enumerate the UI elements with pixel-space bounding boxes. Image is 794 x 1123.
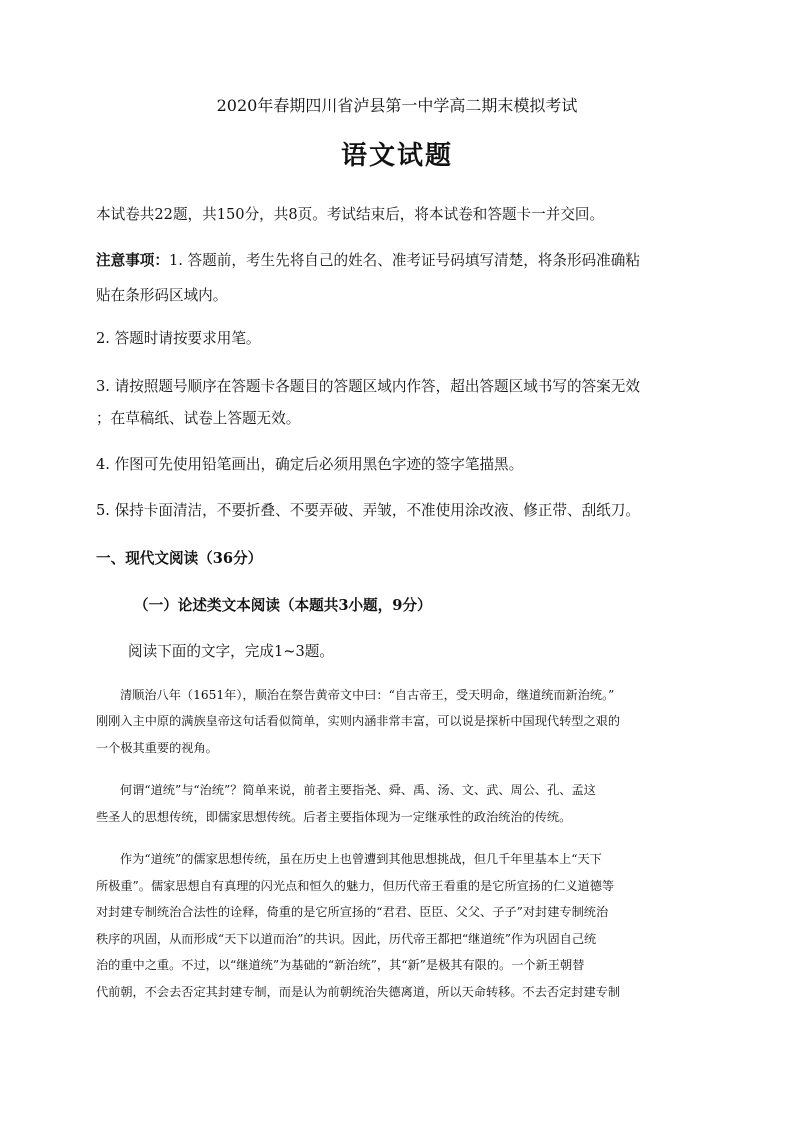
note-item-3a: 3. 请按照题号顺序在答题卡各题目的答题区域内作答，超出答题区域书写的答案无效 <box>96 378 640 395</box>
note-item-5: 5. 保持卡面清洁，不要折叠、不要弄破、弄皱，不准使用涂改液、修正带、刮纸刀。 <box>96 502 640 519</box>
note-item-3b: ；在草稿纸、试卷上答题无效。 <box>96 410 301 427</box>
passage-line: 刚刚入主中原的满族皇帝这句话看似简单，实则内涵非常丰富，可以说是探析中国现代转型之艰的 <box>96 714 621 728</box>
note-item-2: 2. 答题时请按要求用笔。 <box>96 330 261 347</box>
notes-line-1 <box>96 249 640 270</box>
passage-line: 作为“道统”的儒家思想传统，虽在历史上也曾遭到其他思想挑战，但几千年里基本上“天下 <box>120 852 602 866</box>
notes-label: 注意事项： <box>96 252 169 269</box>
passage-line: 治的重中之重。不过，以“继道统”为基础的“新治统”，其“新”是极其有限的。一个新王朝替 <box>96 958 585 972</box>
intro-text: 本试卷共22题，共150分，共8页。考试结束后，将本试卷和答题卡一并交回。 <box>96 206 605 223</box>
passage-line: 一个极其重要的视角。 <box>96 741 218 755</box>
passage-line: 秩序的巩固，从而形成“天下以道而治”的共识。因此，历代帝王都把“继道统”作为巩固自己统 <box>96 932 597 946</box>
reading-instruction: 阅读下面的文字，完成1~3题。 <box>128 643 334 660</box>
passage-line: 清顺治八年（1651年），顺治在祭告黄帝文中曰：“自古帝王，受天明命，继道统而新治统。” <box>120 688 615 702</box>
exam-title: 语文试题 <box>340 141 453 171</box>
passage-line: 些圣人的思想传统，即儒家思想传统。后者主要指体现为一定继承性的政治统治的传统。 <box>96 810 572 824</box>
exam-supertitle: 2020年春期四川省泸县第一中学高二期末模拟考试 <box>216 96 578 115</box>
note-item-1b: 贴在条形码区域内。 <box>96 287 228 304</box>
note-item-1a: 1. 答题前，考生先将自己的姓名、准考证号码填写清楚，将条形码准确粘 <box>168 252 640 269</box>
note-item-4: 4. 作图可先使用铅笔画出，确定后必须用黑色字迹的签字笔描黑。 <box>96 456 524 473</box>
passage-line: 对封建专制统治合法性的诠释，倚重的是它所宣扬的“君君、臣臣、父父、子子”对封建专制统治 <box>96 905 609 919</box>
section-heading: 一、现代文阅读（36分） <box>96 550 263 567</box>
passage-line: 所极重”。儒家思想自有真理的闪光点和恒久的魅力，但历代帝王看重的是它所宣扬的仁义道德等 <box>96 879 615 893</box>
passage-line: 何谓“道统”与“治统”？简单来说，前者主要指尧、舜、禹、汤、文、武、周公、孔、孟这 <box>120 783 596 797</box>
subsection-heading: （一）论述类文本阅读（本题共3小题，9分） <box>134 597 432 614</box>
passage-line: 代前朝，不会去否定其封建专制，而是认为前朝统治失德离道，所以天命转移。不去否定封建专制 <box>96 985 621 999</box>
